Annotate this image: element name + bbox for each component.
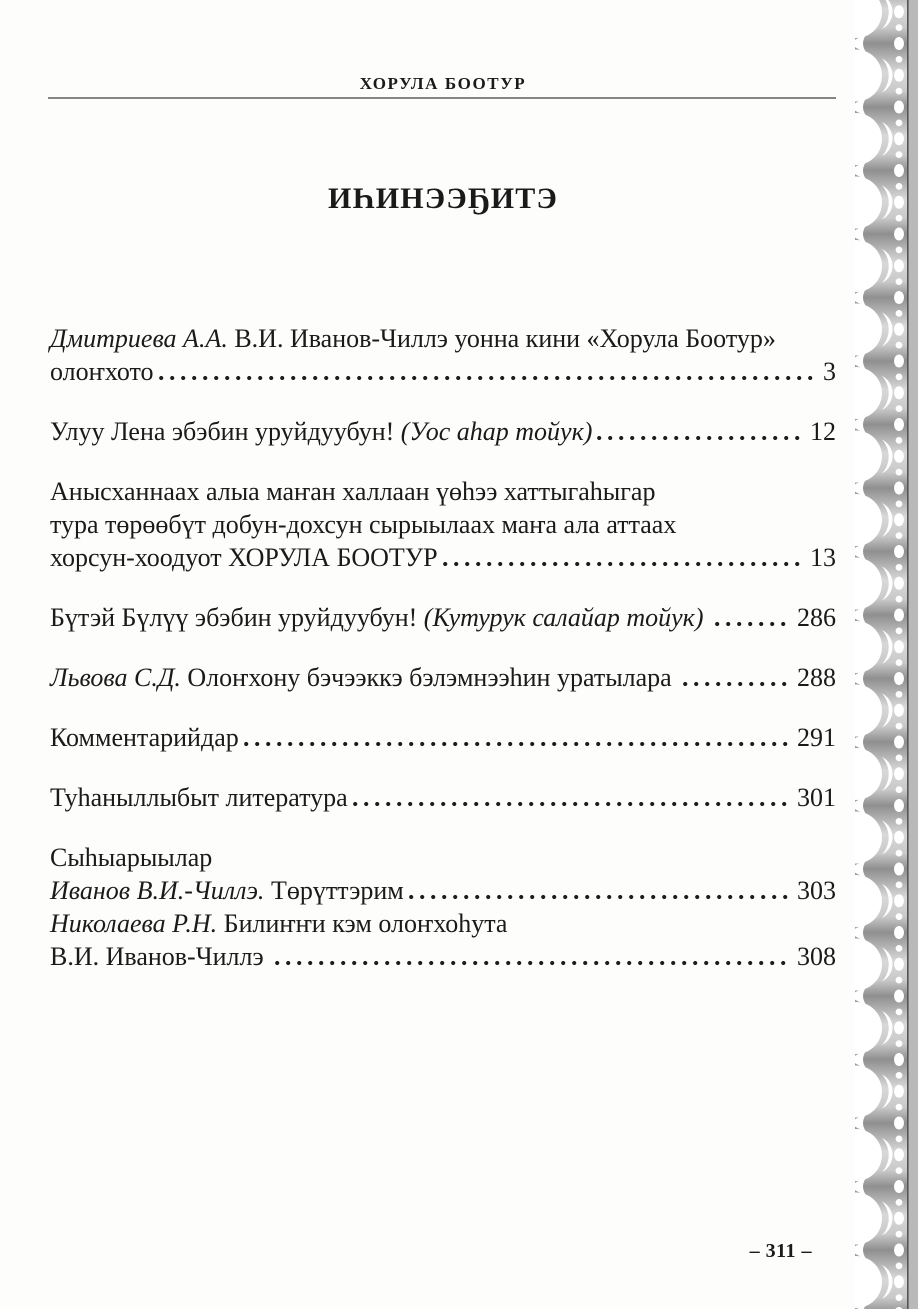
toc-line — [50, 661, 836, 694]
toc-line — [50, 475, 836, 508]
toc-run: Сыһыарыылар — [50, 843, 213, 872]
toc-page-number: 308 — [797, 942, 836, 971]
toc-line — [50, 940, 836, 973]
toc-list — [50, 322, 836, 1000]
scallop-border-ornament — [845, 0, 918, 1309]
toc-run: Төрүттэрим — [264, 876, 404, 905]
toc-entry — [50, 415, 836, 448]
toc-line — [50, 601, 836, 634]
toc-page-number: 12 — [810, 417, 836, 446]
toc-line — [50, 874, 836, 907]
toc-line-text — [50, 874, 404, 907]
toc-run: Анысханнаах алыа маҥан халлаан үөһээ хаттыгаһыгар — [50, 477, 656, 506]
toc-line-text — [50, 415, 592, 448]
toc-run-italic: (Уос аһар тойук) — [400, 417, 593, 446]
toc-entry — [50, 322, 836, 388]
toc-page-number: 286 — [797, 603, 836, 632]
toc-line — [50, 721, 836, 754]
toc-line — [50, 322, 836, 355]
dot-leader — [443, 560, 805, 568]
toc-run: Туһаныллыбыт литература — [50, 783, 348, 812]
toc-line — [50, 841, 836, 874]
dot-leader — [409, 893, 792, 901]
toc-run-italic: Николаева Р.Н. — [50, 909, 218, 938]
toc-entry — [50, 601, 836, 634]
toc-run: олоҥхото — [50, 357, 154, 386]
dot-leader — [715, 620, 792, 628]
toc-line — [50, 355, 836, 388]
toc-run: Комментарийдар — [50, 723, 239, 752]
toc-line-text — [50, 940, 270, 973]
toc-line — [50, 508, 836, 541]
toc-line-text — [50, 541, 438, 574]
toc-page-number: 288 — [797, 663, 836, 692]
dot-leader — [353, 800, 792, 808]
toc-run-italic: Иванов В.И.-Чиллэ. — [50, 876, 265, 905]
dot-leader — [275, 959, 792, 967]
toc-page-number: 13 — [810, 543, 836, 572]
toc-run: Билиҥҥи кэм олоҥхоһута — [217, 909, 508, 938]
toc-entry — [50, 781, 836, 814]
toc-run: Бүтэй Бүлүү эбэбин уруйдуубун! — [50, 603, 424, 632]
page-title: ИҺИНЭЭҔИТЭ — [327, 182, 559, 215]
running-header: ХОРУЛА БООТУР — [359, 74, 527, 93]
toc-entry — [50, 721, 836, 754]
toc-entry — [50, 841, 836, 973]
toc-run-italic: Львова С.Д. — [50, 663, 181, 692]
toc-run: Олоҥхону бэчээккэ бэлэмнээһин уратылара — [180, 663, 679, 692]
toc-line-text — [50, 721, 239, 754]
toc-run-italic: Дмитриева А.А. — [50, 324, 228, 353]
toc-run: хорсун-хоодуот ХОРУЛА БООТУР — [50, 543, 438, 572]
toc-line-text — [50, 907, 507, 940]
toc-line-text — [50, 661, 678, 694]
toc-run: тура төрөөбүт добун-дохсун сырыылаах маҥа ала аттаах — [50, 510, 677, 539]
toc-line-text — [50, 475, 655, 508]
toc-run-italic: (Кутурук салайар тойук) — [423, 603, 710, 632]
toc-page-number: 291 — [797, 723, 836, 752]
toc-line — [50, 781, 836, 814]
toc-page-number: 3 — [823, 357, 836, 386]
toc-run: В.И. Иванов-Чиллэ уонна кини «Хорула Боотур» — [227, 324, 776, 353]
dot-leader — [683, 680, 792, 688]
toc-line-text — [50, 508, 676, 541]
header-rule — [48, 97, 836, 99]
page-number: – 311 – — [749, 1240, 812, 1262]
toc-entry — [50, 475, 836, 574]
toc-line-text — [50, 355, 154, 388]
toc-line-text — [50, 841, 212, 874]
toc-line-text — [50, 601, 710, 634]
toc-entry — [50, 661, 836, 694]
toc-line — [50, 415, 836, 448]
toc-run: В.И. Иванов-Чиллэ — [50, 942, 271, 971]
toc-page-number: 303 — [797, 876, 836, 905]
dot-leader — [159, 374, 818, 382]
toc-line — [50, 907, 836, 940]
toc-page-number: 301 — [797, 783, 836, 812]
toc-run: Улуу Лена эбэбин уруйдуубун! — [50, 417, 401, 446]
toc-line — [50, 541, 836, 574]
toc-line-text — [50, 322, 776, 355]
dot-leader — [597, 434, 805, 442]
toc-line-text — [50, 781, 348, 814]
dot-leader — [244, 740, 792, 748]
